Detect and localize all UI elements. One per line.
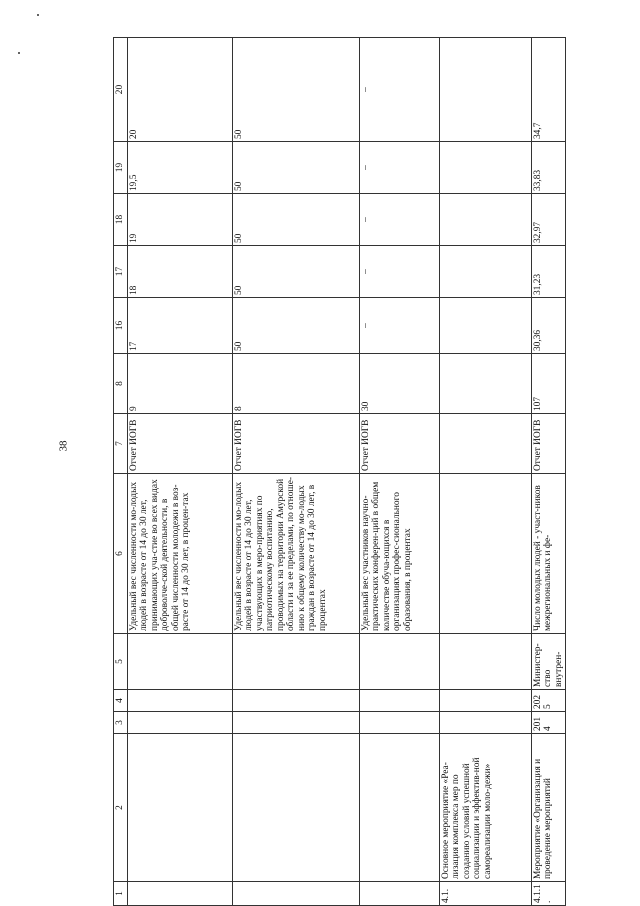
table-row [359,38,439,906]
value-cell: 19 [127,194,232,246]
value-cell: 50 [232,38,359,142]
value-cell: 50 [232,142,359,194]
scan-speck [37,14,39,16]
value-cell: 20 [127,38,232,142]
header-cell: 5 [114,634,128,690]
value-cell: 30,36 [531,298,566,354]
source-cell [439,414,531,474]
header-cell: 3 [114,712,128,734]
end-year-cell [359,690,439,712]
value-cell: 17 [127,298,232,354]
value-cell [439,194,531,246]
indicator-cell: Удельный вес численности мо-лодых людей в возрасте от 14 до 30 лет, принимающих уча-стие во всех видах доброволче-ской деятельности, в общей численности молодежи в воз-расте от 14 до 30 лет, в процен-тах [127,474,232,634]
header-cell: 20 [114,38,128,142]
indicator-cell: Число молодых людей - участ-ников межрегиональных и фе- [531,474,566,634]
executor-cell [127,634,232,690]
value-cell: 50 [232,298,359,354]
start-year-cell [359,712,439,734]
header-cell: 8 [114,354,128,414]
event-name-cell [127,734,232,882]
value-cell [439,142,531,194]
header-cell: 4 [114,690,128,712]
value-cell [439,354,531,414]
value-cell [439,246,531,298]
table-header-row [114,38,128,906]
end-year-cell: 2025 [531,690,566,712]
value-cell [439,298,531,354]
value-cell: 32,97 [531,194,566,246]
row-number-cell: 4.1.1. [531,882,566,906]
value-cell [439,38,531,142]
executor-cell: Министер-ство внутрен- [531,634,566,690]
indicator-cell: Удельный вес участников научно-практических конферен-ций в общем количестве обуча-ющихся в организациях профес-сионального образования, в процентах [359,474,439,634]
start-year-cell [439,712,531,734]
row-number-cell [359,882,439,906]
source-cell: Отчет ИОГВ [232,414,359,474]
end-year-cell [439,690,531,712]
event-name-cell: Основное мероприятие «Реа-лизация комплекса мер по созданию условий успешной социализации и эффектив-ной самореализации моло-дежи» [439,734,531,882]
value-cell: 50 [232,194,359,246]
value-cell: 50 [232,246,359,298]
event-name-cell [359,734,439,882]
header-cell: 19 [114,142,128,194]
row-number-cell: 4.1. [439,882,531,906]
row-number-cell [127,882,232,906]
executor-cell [439,634,531,690]
indicators-table [113,37,566,906]
start-year-cell [127,712,232,734]
value-cell: – [359,38,439,142]
value-cell: 107 [531,354,566,414]
end-year-cell [232,690,359,712]
start-year-cell: 2014 [531,712,566,734]
rotated-table-wrapper [113,37,566,906]
value-cell: 33,83 [531,142,566,194]
value-cell: 19,5 [127,142,232,194]
event-name-cell [232,734,359,882]
event-name-cell: Мероприятие «Организация и проведение мероприятий [531,734,566,882]
header-cell: 1 [114,882,128,906]
value-cell: 8 [232,354,359,414]
header-cell: 16 [114,298,128,354]
indicator-cell [439,474,531,634]
header-cell: 2 [114,734,128,882]
header-cell: 6 [114,474,128,634]
executor-cell [359,634,439,690]
value-cell: 9 [127,354,232,414]
table-row [531,38,566,906]
indicator-cell: Удельный вес численности мо-лодых людей в возрасте от 14 до 30 лет, участвующих в меро-приятиях по патриотическому воспитанию, проводимых на территории Амурской области и за ее пределами, по отноше-нию к общему количеству мо-лодых граждан в возрасте от 14 до 30 лет, в процентах [232,474,359,634]
value-cell: – [359,246,439,298]
value-cell: 34,7 [531,38,566,142]
source-cell: Отчет ИОГВ [531,414,566,474]
table-row [439,38,531,906]
value-cell: – [359,298,439,354]
header-cell: 17 [114,246,128,298]
header-cell: 7 [114,414,128,474]
source-cell: Отчет ИОГВ [359,414,439,474]
value-cell: 30 [359,354,439,414]
page-number: 38 [57,440,70,452]
header-cell: 18 [114,194,128,246]
row-number-cell [232,882,359,906]
value-cell: – [359,142,439,194]
end-year-cell [127,690,232,712]
value-cell: – [359,194,439,246]
value-cell: 18 [127,246,232,298]
table-row [232,38,359,906]
scan-speck [18,52,20,54]
executor-cell [232,634,359,690]
source-cell: Отчет ИОГВ [127,414,232,474]
table-row [127,38,232,906]
value-cell: 31,23 [531,246,566,298]
start-year-cell [232,712,359,734]
